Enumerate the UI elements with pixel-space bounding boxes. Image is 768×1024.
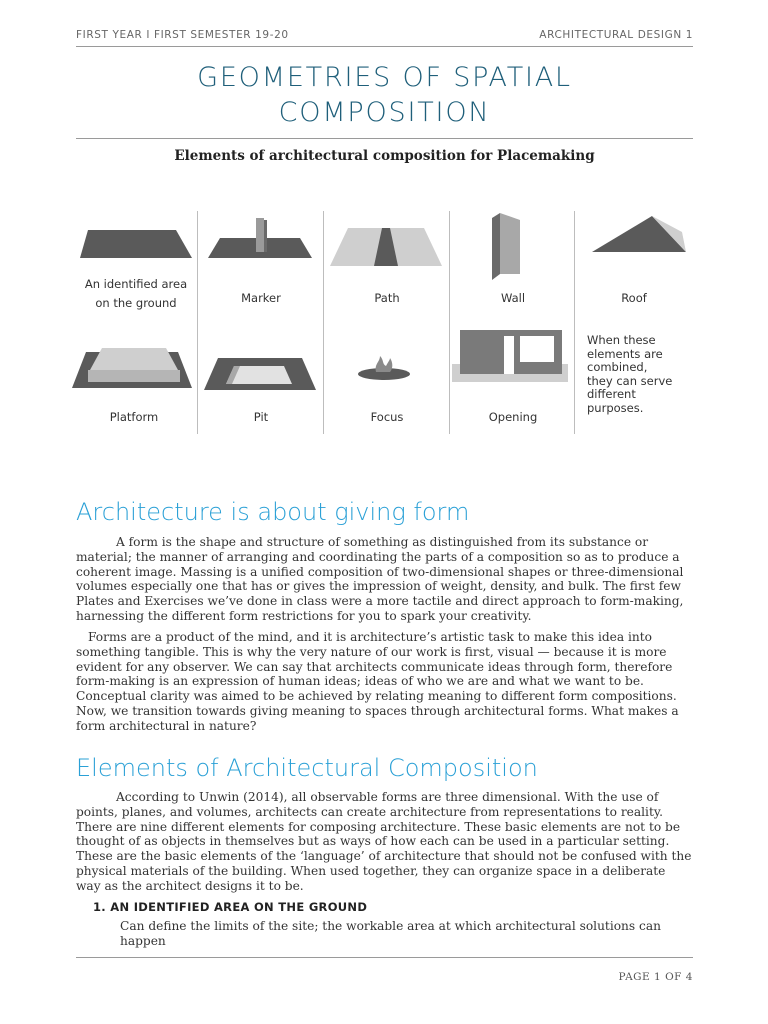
page-number: PAGE 1 OF 4 (618, 971, 693, 983)
page-title (76, 60, 693, 130)
cell-label-platform: Platform (109, 410, 159, 424)
section-heading-giving-form: Architecture is about giving form (76, 498, 470, 526)
roof-icon (578, 210, 698, 270)
figure-subtitle: Elements of architectural composition for Placemaking (174, 148, 595, 164)
paragraph-form-definition: A form is the shape and structure of something as distinguished from its substance or material; the manner of arranging and coordinating the parts of a composition so as to produce a coherent image. Massing is a unified composition of two-dimensional shapes or three-dimensional volumes especially one that has or gives the impression of weight, density, and bulk. The first few Plates and Exercises we’ve done in class were a more tactile and direct approach to form-making, harnessing the different form restrictions for you to spark your creativity. (76, 535, 684, 623)
list-item-heading: 1. AN IDENTIFIED AREA ON THE GROUND (93, 900, 368, 914)
path-icon (326, 222, 446, 270)
pit-icon (200, 354, 320, 394)
section-heading-elements: Elements of Architectural Composition (76, 754, 538, 782)
header-subject: ARCHITECTURAL DESIGN 1 (539, 29, 693, 41)
title-line-1: GEOMETRIES OF SPATIAL (197, 62, 572, 93)
cell-label-focus: Focus (370, 410, 404, 424)
paragraph-forms-product: Forms are a product of the mind, and it is architecture’s artistic task to make this idea into something tangible. This is why the very nature of our work is first, visual — because it is more evident for any observer. We can say that architects communicate ideas through form, therefore form-making is an expression of human ideas; ideas of who we are and what we want to be. Conceptual clarity was aimed to be achieved by relating meaning to different form compositions. Now, we transition towards giving meaning to spaces through architectural forms. What makes a form architectural in nature? (76, 630, 679, 733)
wall-icon (452, 208, 572, 282)
grid-divider (197, 211, 198, 434)
title-line-2: COMPOSITION (278, 97, 491, 128)
grid-divider (574, 211, 575, 434)
paragraph-unwin: According to Unwin (2014), all observable forms are three dimensional. With the use of points, planes, and volumes, architects can create architecture from representations to reality. There are nine different elements for composing architecture. These basic elements are not to be thought of as objects in themselves but as ways of how each can be used in a particular setting. These are the basic elements of the ‘language’ of architecture that should not be confused with the physical materials of the building. When used together, they can organize space in a deliberate way as the architect designs it to be. (76, 790, 692, 893)
opening-icon (452, 326, 572, 388)
identified-area-icon (76, 222, 196, 270)
figure-note: When these elements are combined, they can serve different purposes. (587, 333, 673, 415)
grid-divider (323, 211, 324, 434)
header-rule (76, 46, 693, 47)
cell-label-roof: Roof (621, 291, 647, 305)
cell-label-pit: Pit (253, 410, 269, 424)
cell-label-opening: Opening (488, 410, 538, 424)
footer-rule (76, 957, 693, 958)
cell-label-wall: Wall (500, 291, 526, 305)
cell-label-path: Path (374, 291, 400, 305)
cell-label-marker: Marker (241, 291, 281, 305)
title-rule (76, 138, 693, 139)
list-item-body: Can define the limits of the site; the workable area at which architectural solutions can happen (120, 919, 661, 948)
cell-label-identified-area: An identified area on the ground (84, 277, 188, 310)
header-course: FIRST YEAR I FIRST SEMESTER 19-20 (76, 29, 289, 41)
page-header (76, 29, 693, 41)
platform-icon (72, 346, 194, 394)
marker-icon (200, 214, 320, 270)
grid-divider (449, 211, 450, 434)
focus-icon (330, 348, 440, 388)
